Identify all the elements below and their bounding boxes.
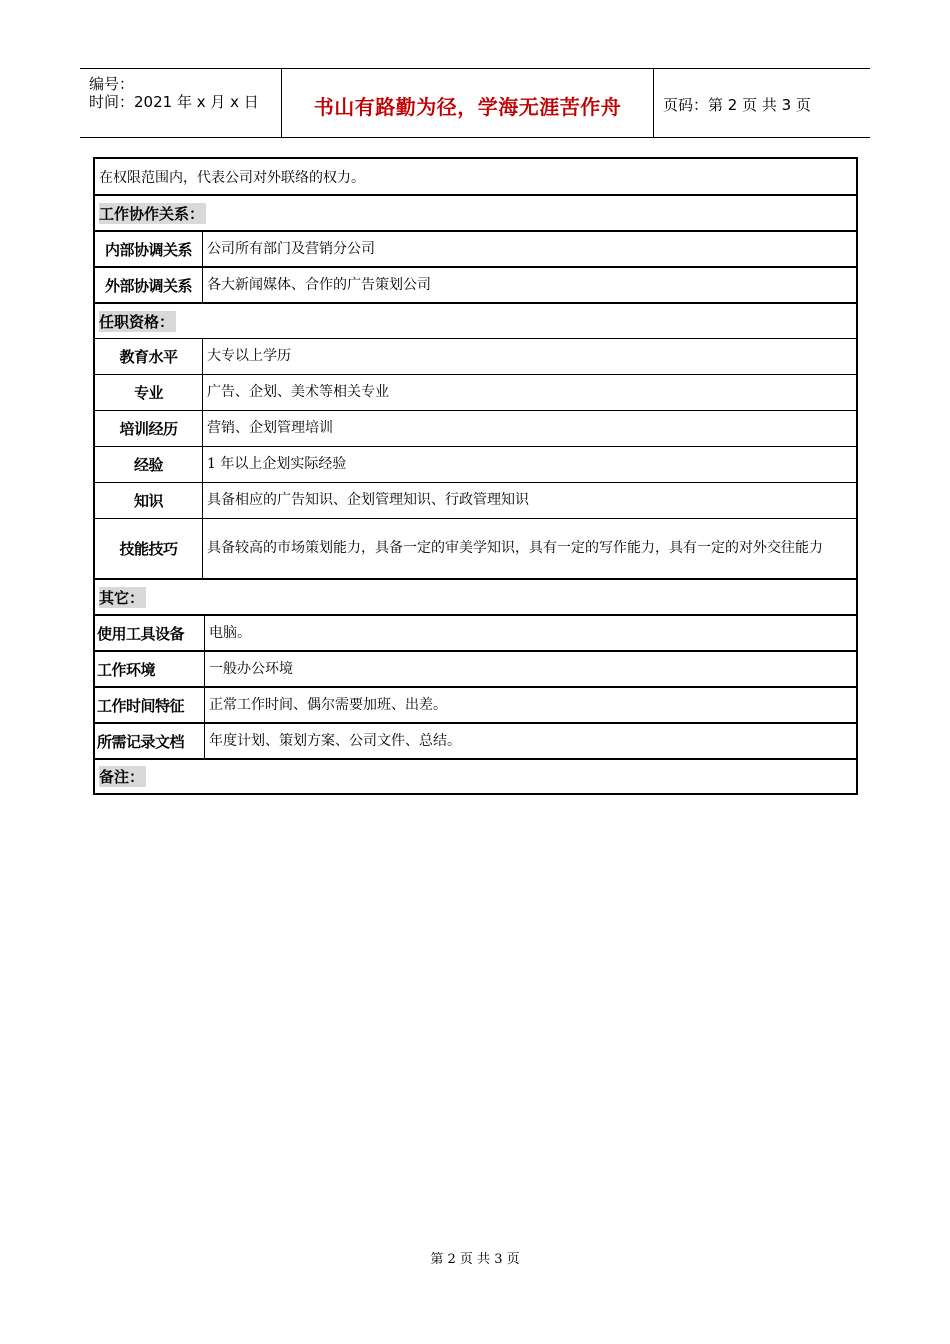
page-info: 页码：第 2 页 共 3 页 xyxy=(663,96,811,114)
training-label: 培训经历 xyxy=(95,411,203,446)
internal-value: 公司所有部门及营销分公司 xyxy=(207,240,375,257)
work-time-label: 工作时间特征 xyxy=(95,688,205,722)
page-footer: 第 2 页 共 3 页 xyxy=(430,1252,520,1267)
experience-value: 1 年以上企划实际经验 xyxy=(207,456,347,472)
table-row-major xyxy=(95,374,856,410)
table-row-experience xyxy=(95,446,856,482)
records-label: 所需记录文档 xyxy=(95,724,205,758)
major-value: 广告、企划、美术等相关专业 xyxy=(207,384,389,400)
education-label: 教育水平 xyxy=(95,339,203,374)
knowledge-value: 具备相应的广告知识、企划管理知识、行政管理知识 xyxy=(207,492,529,508)
intro-row xyxy=(95,159,856,194)
table-row-records xyxy=(95,722,856,758)
section-title-other: 其它： xyxy=(99,588,145,607)
section-title-work-relations: 工作协作关系： xyxy=(99,204,205,223)
environment-value: 一般办公环境 xyxy=(209,660,293,677)
table-row-environment xyxy=(95,650,856,686)
table-row-knowledge xyxy=(95,482,856,518)
table-row-skills xyxy=(95,518,856,578)
table-row-education xyxy=(95,338,856,374)
section-title-qualifications: 任职资格： xyxy=(99,312,175,331)
table-row-internal xyxy=(95,230,856,266)
header-right-cell xyxy=(654,69,870,137)
table-row-tools xyxy=(95,614,856,650)
date-label: 时间：2021 年 x 月 x 日 xyxy=(89,93,259,111)
skills-label: 技能技巧 xyxy=(95,519,203,578)
internal-label: 内部协调关系 xyxy=(95,232,203,266)
table-row-external xyxy=(95,266,856,302)
header-motto-cell xyxy=(282,69,654,137)
number-label: 编号： xyxy=(89,75,135,93)
tools-value: 电脑。 xyxy=(209,624,251,641)
section-row-other xyxy=(95,578,856,614)
table-row-training xyxy=(95,410,856,446)
job-description-table xyxy=(93,157,858,795)
skills-value: 具备较高的市场策划能力，具备一定的审美学知识，具有一定的写作能力，具有一定的对外交往能力 xyxy=(207,540,823,556)
external-label: 外部协调关系 xyxy=(95,268,203,302)
table-row-work-time xyxy=(95,686,856,722)
knowledge-label: 知识 xyxy=(95,483,203,518)
records-value: 年度计划、策划方案、公司文件、总结。 xyxy=(209,732,461,749)
header-left-cell xyxy=(80,69,282,137)
section-row-notes xyxy=(95,758,856,793)
tools-label: 使用工具设备 xyxy=(95,616,205,650)
intro-text: 在权限范围内，代表公司对外联络的权力。 xyxy=(99,169,365,186)
section-row-qualifications xyxy=(95,302,856,338)
training-value: 营销、企划管理培训 xyxy=(207,420,333,436)
section-row-work-relations xyxy=(95,194,856,230)
external-value: 各大新闻媒体、合作的广告策划公司 xyxy=(207,276,431,293)
section-title-notes: 备注： xyxy=(99,768,145,786)
work-time-value: 正常工作时间、偶尔需要加班、出差。 xyxy=(209,696,447,713)
experience-label: 经验 xyxy=(95,447,203,482)
page-header xyxy=(80,68,870,138)
education-value: 大专以上学历 xyxy=(207,348,291,364)
environment-label: 工作环境 xyxy=(95,652,205,686)
motto: 书山有路勤为径，学海无涯苦作舟 xyxy=(313,95,622,119)
major-label: 专业 xyxy=(95,375,203,410)
